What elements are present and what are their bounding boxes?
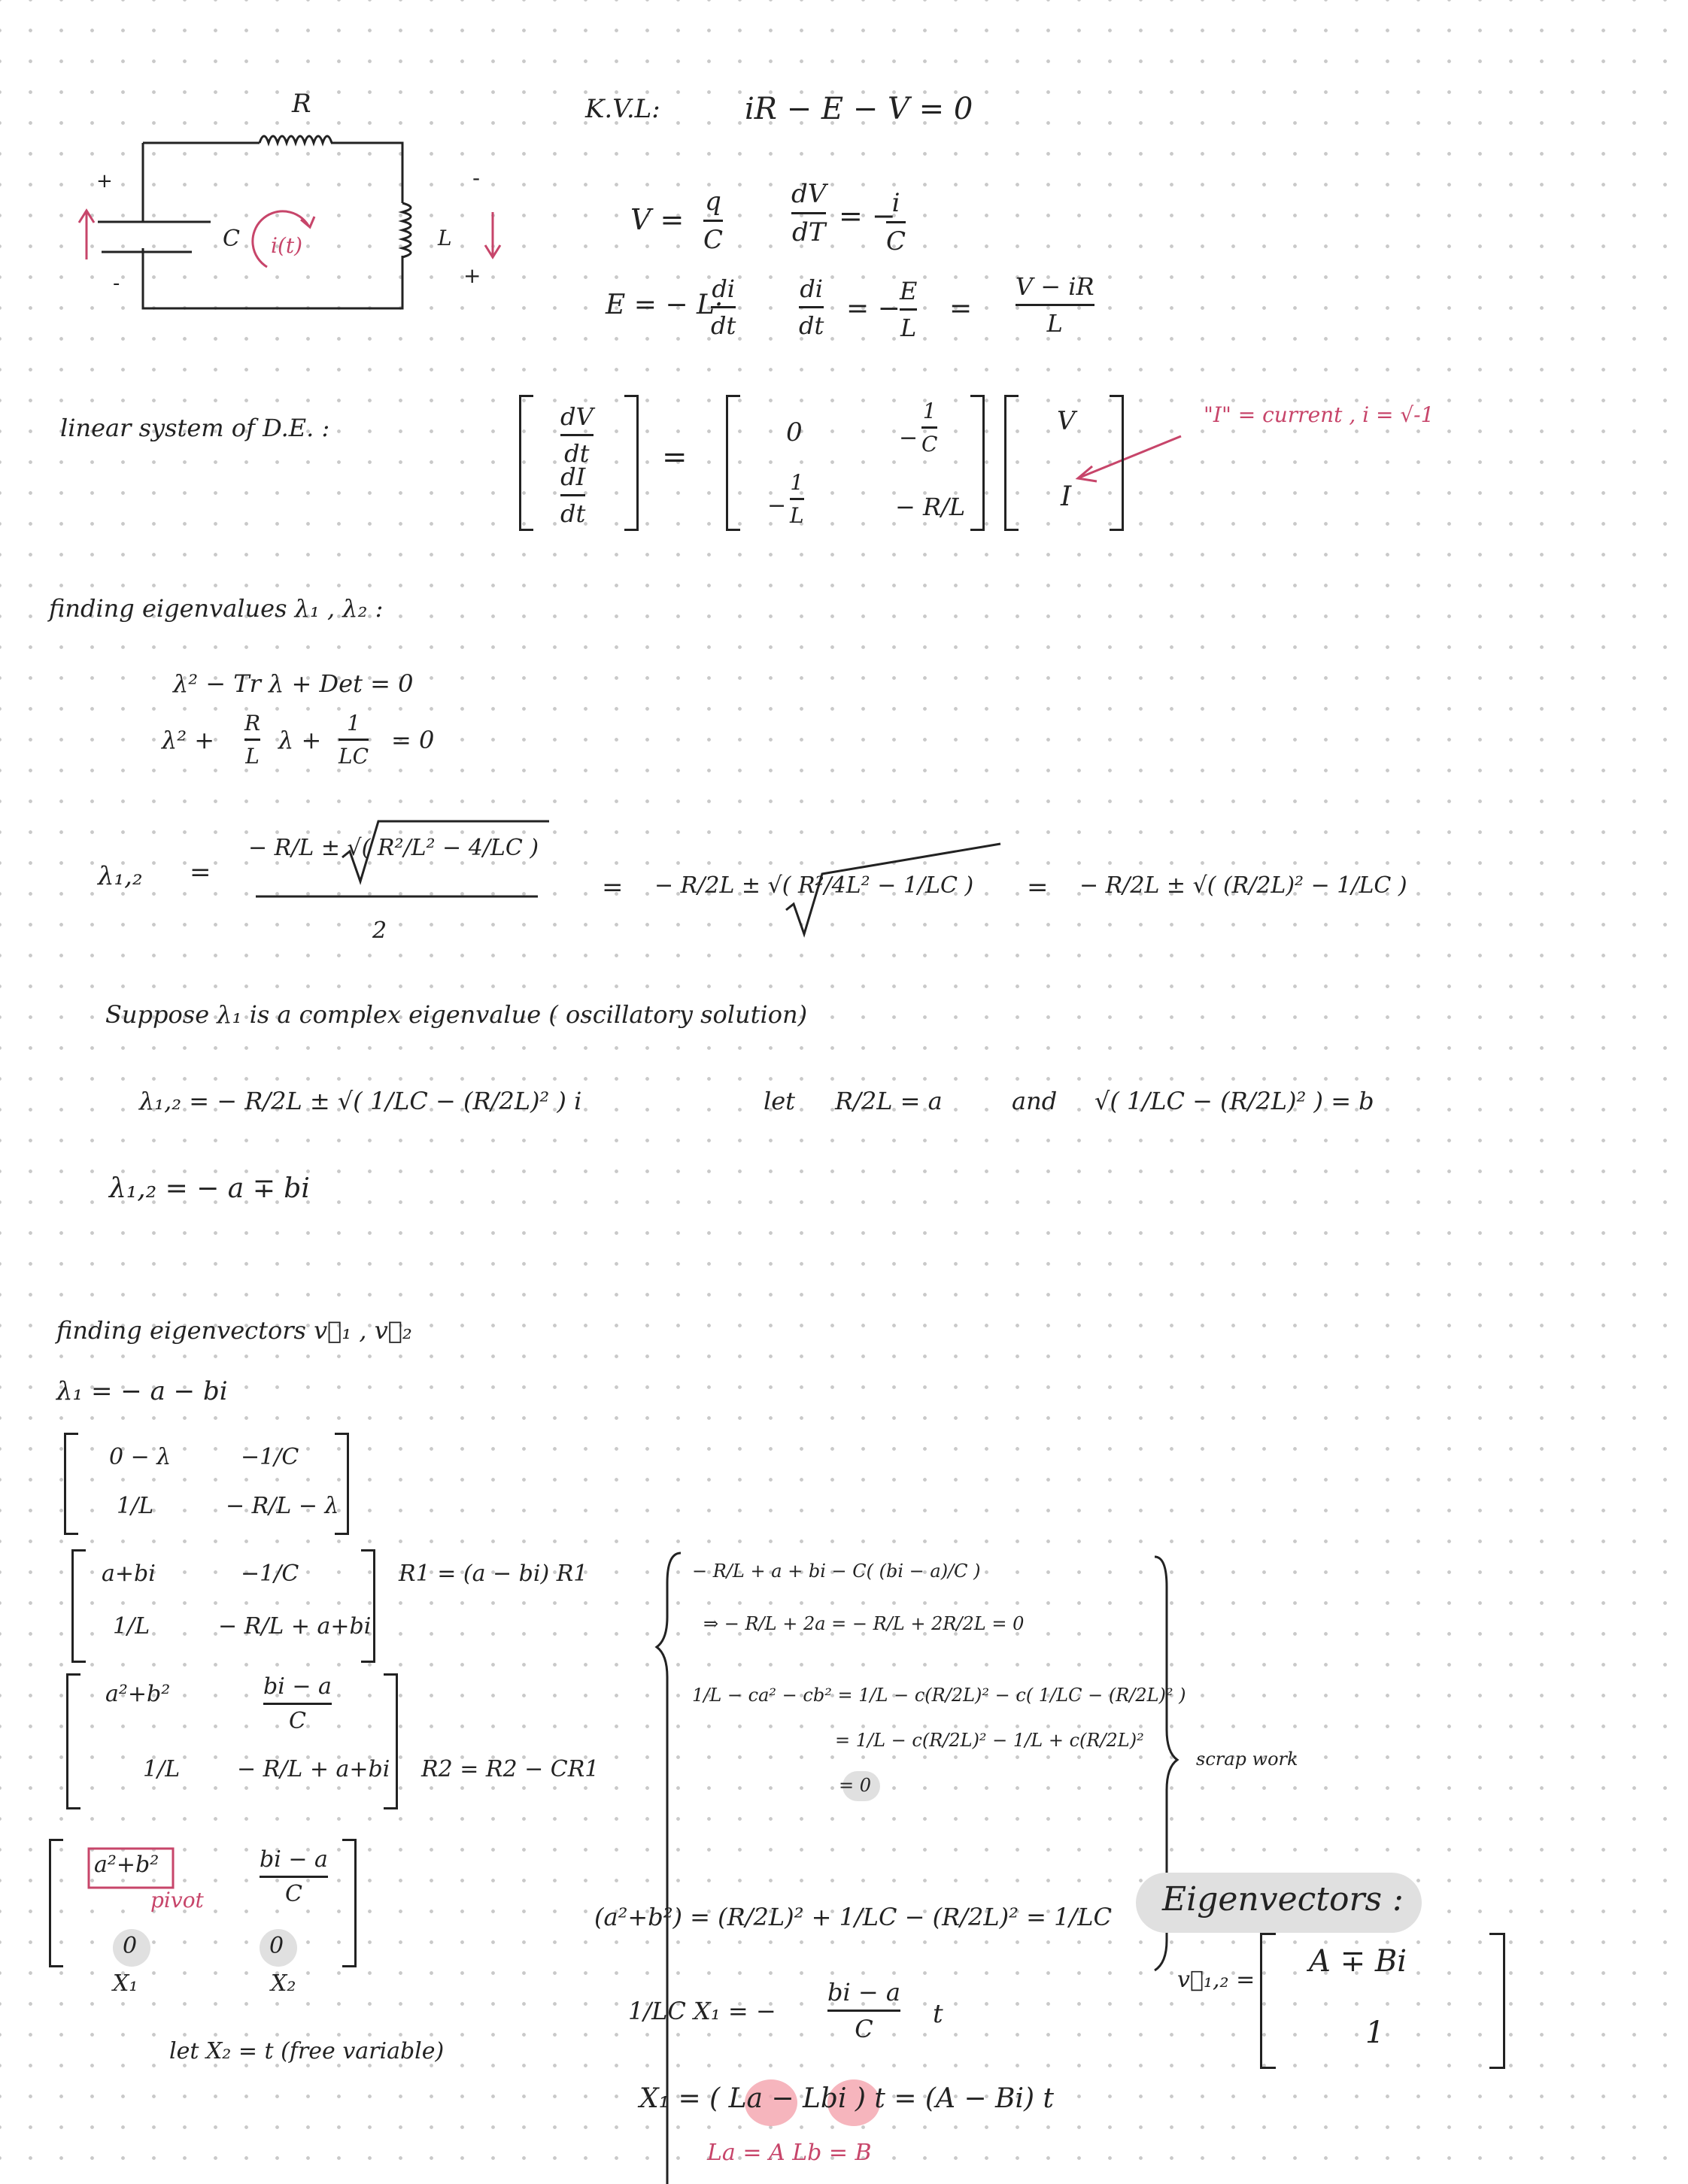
- matrix4-entry-12: bi − a C: [260, 1846, 328, 1907]
- x1-result: X₁ = ( La − Lbi ) t = (A − Bi) t: [639, 2083, 1054, 2114]
- matrix2-entry-11: a+bi: [102, 1561, 156, 1587]
- eigenvector-left-bracket: [1260, 1933, 1276, 2069]
- capacitor-label: C: [223, 226, 240, 252]
- equals-step-2: =: [602, 872, 624, 902]
- dv-dt-entry: dV dt: [560, 402, 594, 468]
- matrix-entry-21-sign: −: [767, 493, 787, 519]
- kvl-equation: iR − E − V = 0: [745, 92, 973, 126]
- char-eq-2-one-over-lc: 1 LC: [339, 711, 369, 769]
- matrix1-entry-11: 0 − λ: [109, 1444, 172, 1470]
- eigenvector-right-bracket: [1489, 1933, 1505, 2069]
- di-equals: = −: [846, 293, 900, 324]
- matrix1-left-bracket: [64, 1433, 78, 1535]
- matrix2-entry-21: 1/L: [113, 1613, 150, 1640]
- matrix3-entry-22: − R/L + a+bi: [237, 1756, 390, 1782]
- scrap-line-5: = 0: [839, 1775, 872, 1796]
- char-eq-2-rhs: = 0: [391, 726, 435, 754]
- resistor-label: R: [292, 89, 311, 119]
- di-dt-fraction: di dt: [799, 275, 824, 340]
- x1-equation-lhs: 1/LC X₁ = −: [628, 1997, 776, 2025]
- pivot-label: pivot: [150, 1888, 204, 1913]
- quadratic-numerator: − R/L ± √( R²/L² − 4/LC ): [248, 835, 539, 861]
- di-dt-entry: dI dt: [560, 463, 586, 528]
- a-definition: R/2L = a: [835, 1087, 943, 1115]
- matrix-entry-12-sign: −: [899, 425, 918, 451]
- eigenvectors-heading: finding eigenvectors v⃗₁ , v⃗₂: [56, 1316, 412, 1345]
- vector-v: V: [1057, 406, 1076, 436]
- cap-plus-sign: +: [96, 170, 113, 193]
- eigenvector-bottom-entry: 1: [1365, 2016, 1385, 2050]
- char-eq-2-lambda: λ² +: [162, 726, 215, 754]
- kvl-label: K.V.L:: [585, 94, 660, 124]
- scrap-line-1: − R/L + a + bi − C( (bi − a)/C ): [692, 1561, 981, 1582]
- v-fraction: q C: [703, 187, 724, 255]
- matrix3-entry-21: 1/L: [143, 1756, 181, 1782]
- matrix-entry-12: 1 C: [921, 399, 938, 457]
- di-equals-2: =: [949, 293, 973, 324]
- la-lb-definitions: La = A Lb = B: [707, 2140, 872, 2166]
- linear-system-label: linear system of D.E. :: [60, 414, 330, 442]
- matrix3-entry-11: a²+b²: [105, 1681, 171, 1707]
- matrix1-entry-12: −1/C: [241, 1444, 299, 1470]
- characteristic-equation: λ² − Tr λ + Det = 0: [173, 669, 414, 698]
- and-label: and: [1012, 1087, 1058, 1115]
- matrix4-entry-21: 0: [123, 1933, 138, 1959]
- lhs-left-bracket: [519, 395, 533, 531]
- cap-minus-sign: -: [113, 272, 120, 295]
- lambda-result: λ₁,₂ = − a ∓ bi: [109, 1173, 310, 1204]
- row-op-1: R1 = (a − bi) R1: [399, 1561, 588, 1587]
- matrix4-entry-11: a²+b²: [94, 1852, 159, 1878]
- matrix2-left-bracket: [71, 1549, 86, 1663]
- quadratic-step-2: − R/2L ± √( R²/4L² − 1/LC ): [654, 872, 974, 899]
- scrap-line-2: ⇒ − R/L + 2a = − R/L + 2R/2L = 0: [703, 1613, 1025, 1634]
- matrix-right-bracket: [970, 395, 985, 531]
- row-op-2: R2 = R2 − CR1: [421, 1756, 600, 1782]
- quadratic-step-3: − R/2L ± √( (R/2L)² − 1/LC ): [1079, 872, 1407, 899]
- matrix2-entry-22: − R/L + a+bi: [218, 1613, 372, 1640]
- matrix-entry-22: − R/L: [895, 493, 966, 521]
- matrix4-entry-22: 0: [269, 1933, 284, 1959]
- scrap-work-label: scrap work: [1196, 1749, 1298, 1770]
- vector-right-bracket: [1110, 395, 1124, 531]
- scrap-line-3: 1/L − ca² − cb² = 1/L − c(R/2L)² − c( 1/LC − (R/2L)² ): [692, 1685, 1186, 1706]
- vector-i: I: [1061, 481, 1072, 512]
- e-over-l-fraction: E L: [900, 277, 918, 342]
- free-variable-note: let X₂ = t (free variable): [169, 2038, 445, 2064]
- let-label: let: [764, 1087, 796, 1115]
- dv-dt-fraction: dV dT: [791, 179, 827, 247]
- x1-column-label: X₁: [113, 1970, 138, 1997]
- inductor-plus-sign: +: [463, 263, 481, 288]
- matrix2-right-bracket: [361, 1549, 375, 1663]
- matrix1-entry-22: − R/L − λ: [226, 1493, 339, 1519]
- char-eq-2-lambda-plus: λ +: [278, 726, 322, 754]
- inductor-label: L: [438, 226, 452, 250]
- x1-equation-t: t: [933, 1999, 943, 2029]
- matrix4-left-bracket: [49, 1839, 63, 1967]
- scrap-line-4: = 1/L − c(R/2L)² − 1/L + c(R/2L)²: [835, 1730, 1144, 1751]
- matrix4-right-bracket: [342, 1839, 357, 1967]
- current-label: i(t): [271, 233, 303, 258]
- eigenvalues-heading: finding eigenvalues λ₁ , λ₂ :: [49, 594, 384, 623]
- a2-plus-b2-equation: (a²+b²) = (R/2L)² + 1/LC − (R/2L)² = 1/LC: [594, 1903, 1112, 1931]
- matrix1-right-bracket: [335, 1433, 349, 1535]
- quadratic-denominator: 2: [372, 918, 387, 944]
- vector-left-bracket: [1004, 395, 1019, 531]
- matrix-entry-21: 1 L: [790, 470, 804, 528]
- matrix1-entry-21: 1/L: [117, 1493, 154, 1519]
- e-equals: E = − L·: [606, 290, 724, 320]
- matrix2-entry-12: −1/C: [241, 1561, 299, 1587]
- lhs-right-bracket: [624, 395, 639, 531]
- b-definition: √( 1/LC − (R/2L)² ) = b: [1094, 1087, 1374, 1115]
- i-over-c-fraction: i C: [886, 188, 906, 256]
- complex-lambda-equation: λ₁,₂ = − R/2L ± √( 1/LC − (R/2L)² ) i: [139, 1087, 582, 1115]
- lambda-12-label: λ₁,₂: [98, 861, 143, 891]
- current-note: "I" = current , i = √-1: [1204, 402, 1434, 427]
- dv-equals: = −: [839, 199, 896, 232]
- eigenvectors-title: Eigenvectors :: [1162, 1880, 1404, 1919]
- v-minus-ir-fraction: V − iR L: [1016, 272, 1094, 338]
- matrix3-entry-12: bi − a C: [263, 1673, 332, 1734]
- e-di-dt-fraction: di dt: [711, 275, 736, 340]
- x1-equation-fraction: bi − a C: [827, 1978, 900, 2043]
- lambda-1-value: λ₁ = − a − bi: [56, 1376, 228, 1406]
- lambda-equals: =: [190, 857, 211, 887]
- eigenvector-label: v⃗₁,₂ =: [1177, 1967, 1255, 1993]
- equals-step-3: =: [1027, 872, 1049, 902]
- char-eq-2-r-over-l: R L: [244, 711, 261, 769]
- x2-column-label: X₂: [271, 1970, 296, 1997]
- system-equals: =: [662, 440, 688, 475]
- eigenvector-top-entry: A ∓ Bi: [1309, 1944, 1407, 1979]
- v-equals: V =: [630, 203, 685, 236]
- matrix-entry-11: 0: [786, 417, 803, 447]
- matrix-left-bracket: [726, 395, 740, 531]
- inductor-minus-sign: -: [472, 165, 481, 190]
- matrix3-left-bracket: [66, 1673, 80, 1809]
- matrix3-right-bracket: [384, 1673, 398, 1809]
- suppose-complex-text: Suppose λ₁ is a complex eigenvalue ( oscillatory solution): [105, 1000, 808, 1029]
